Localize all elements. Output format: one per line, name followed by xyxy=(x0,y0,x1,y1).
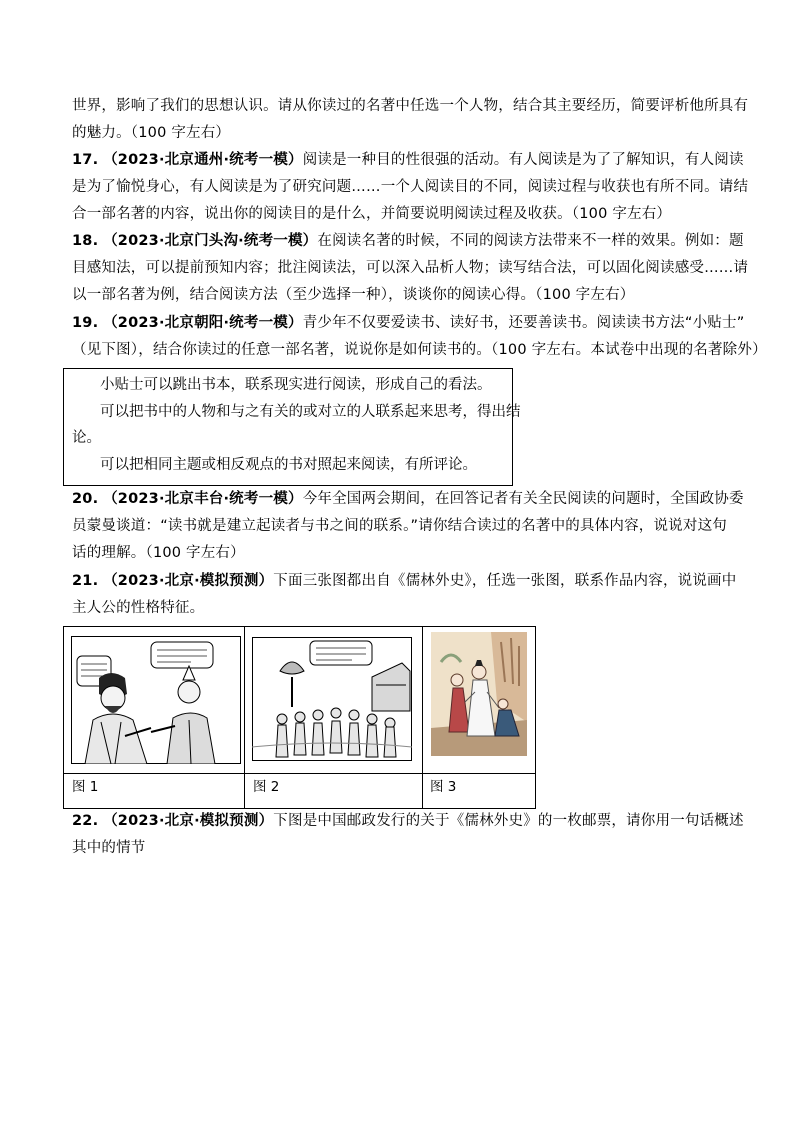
question-19-line-2: （见下图），结合你读过的任意一部名著，说说你是如何读书的。（100 字左右。本试卷中出现的名著除外） xyxy=(72,342,767,358)
figure-1-illustration xyxy=(71,636,241,764)
question-22-line-1 xyxy=(72,811,744,831)
question-source: （2023·北京·模拟预测） xyxy=(103,813,274,829)
question-source: （2023·北京·模拟预测） xyxy=(103,573,274,589)
question-19-line-1 xyxy=(72,313,745,333)
question-number: 17. xyxy=(72,152,99,168)
question-17-line-2: 是为了愉悦身心，有人阅读是为了研究问题……一个人阅读目的不同，阅读过程与收获也有所不同。请结 xyxy=(72,179,749,195)
figure-cell-2 xyxy=(245,627,423,808)
figure-1-caption: 图 1 xyxy=(72,779,99,795)
figure-table xyxy=(63,626,536,809)
figure-3-illustration xyxy=(431,632,527,756)
question-20-line-2: 员蒙曼谈道：“读书就是建立起读者与书之间的联系。”请你结合读过的名著中的具体内容，说说对这句 xyxy=(72,518,727,534)
question-text: 阅读是一种目的性很强的活动。有人阅读是为了了解知识，有人阅读 xyxy=(302,152,744,168)
question-number: 18. xyxy=(72,233,99,249)
tip-line-2: 可以把书中的人物和与之有关的或对立的人联系起来思考，得出结 xyxy=(100,404,521,420)
question-20-line-3: 话的理解。（100 字左右） xyxy=(72,545,245,561)
question-18-line-2: 目感知法，可以提前预知内容；批注阅读法，可以深入品析人物；读写结合法，可以固化阅读感受……请 xyxy=(72,260,749,276)
question-text: 下面三张图都出自《儒林外史》，任选一张图，联系作品内容，说说画中 xyxy=(273,573,737,589)
tip-line-3: 论。 xyxy=(72,430,101,446)
question-text: 今年全国两会期间，在回答记者有关全民阅读的问题时，全国政协委 xyxy=(302,491,744,507)
question-21-line-2: 主人公的性格特征。 xyxy=(72,600,205,616)
figure-cell-3 xyxy=(423,627,535,808)
question-source: （2023·北京通州·统考一模） xyxy=(103,152,303,168)
question-22-line-2: 其中的情节 xyxy=(72,840,146,856)
question-number: 19. xyxy=(72,315,99,331)
question-18-line-1 xyxy=(72,231,744,251)
question-number: 20. xyxy=(72,491,99,507)
figure-2-illustration xyxy=(252,637,412,761)
question-17-line-1 xyxy=(72,150,744,170)
tip-line-4: 可以把相同主题或相反观点的书对照起来阅读，有所评论。 xyxy=(100,457,477,473)
figure-cell-1 xyxy=(64,627,245,808)
question-17-line-3: 合一部名著的内容，说出你的阅读目的是什么，并简要说明阅读过程及收获。（100 字左右） xyxy=(72,206,672,222)
question-18-line-3: 以一部名著为例，结合阅读方法（至少选择一种），谈谈你的阅读心得。（100 字左右） xyxy=(72,287,635,303)
question-text: 下图是中国邮政发行的关于《儒林外史》的一枚邮票，请你用一句话概述 xyxy=(273,813,744,829)
question-number: 22. xyxy=(72,813,99,829)
intro-line-2: 的魅力。（100 字左右） xyxy=(72,125,231,141)
tips-box xyxy=(63,368,521,486)
question-text: 在阅读名著的时候，不同的阅读方法带来不一样的效果。例如：题 xyxy=(317,233,744,249)
question-21-line-1 xyxy=(72,571,737,591)
question-source: （2023·北京丰台·统考一模） xyxy=(103,491,303,507)
tip-line-1: 小贴士可以跳出书本，联系现实进行阅读，形成自己的看法。 xyxy=(100,377,492,393)
question-source: （2023·北京朝阳·统考一模） xyxy=(103,315,303,331)
figure-3-caption: 图 3 xyxy=(430,779,457,795)
question-20-line-1 xyxy=(72,489,744,509)
question-text: 青少年不仅要爱读书、读好书，还要善读书。阅读读书方法“小贴士” xyxy=(302,315,745,331)
question-source: （2023·北京门头沟·统考一模） xyxy=(103,233,318,249)
figure-2-caption: 图 2 xyxy=(253,779,280,795)
question-number: 21. xyxy=(72,573,99,589)
table-divider xyxy=(64,773,535,774)
intro-line-1: 世界，影响了我们的思想认识。请从你读过的名著中任选一个人物，结合其主要经历，简要评析他所具有 xyxy=(72,98,749,114)
